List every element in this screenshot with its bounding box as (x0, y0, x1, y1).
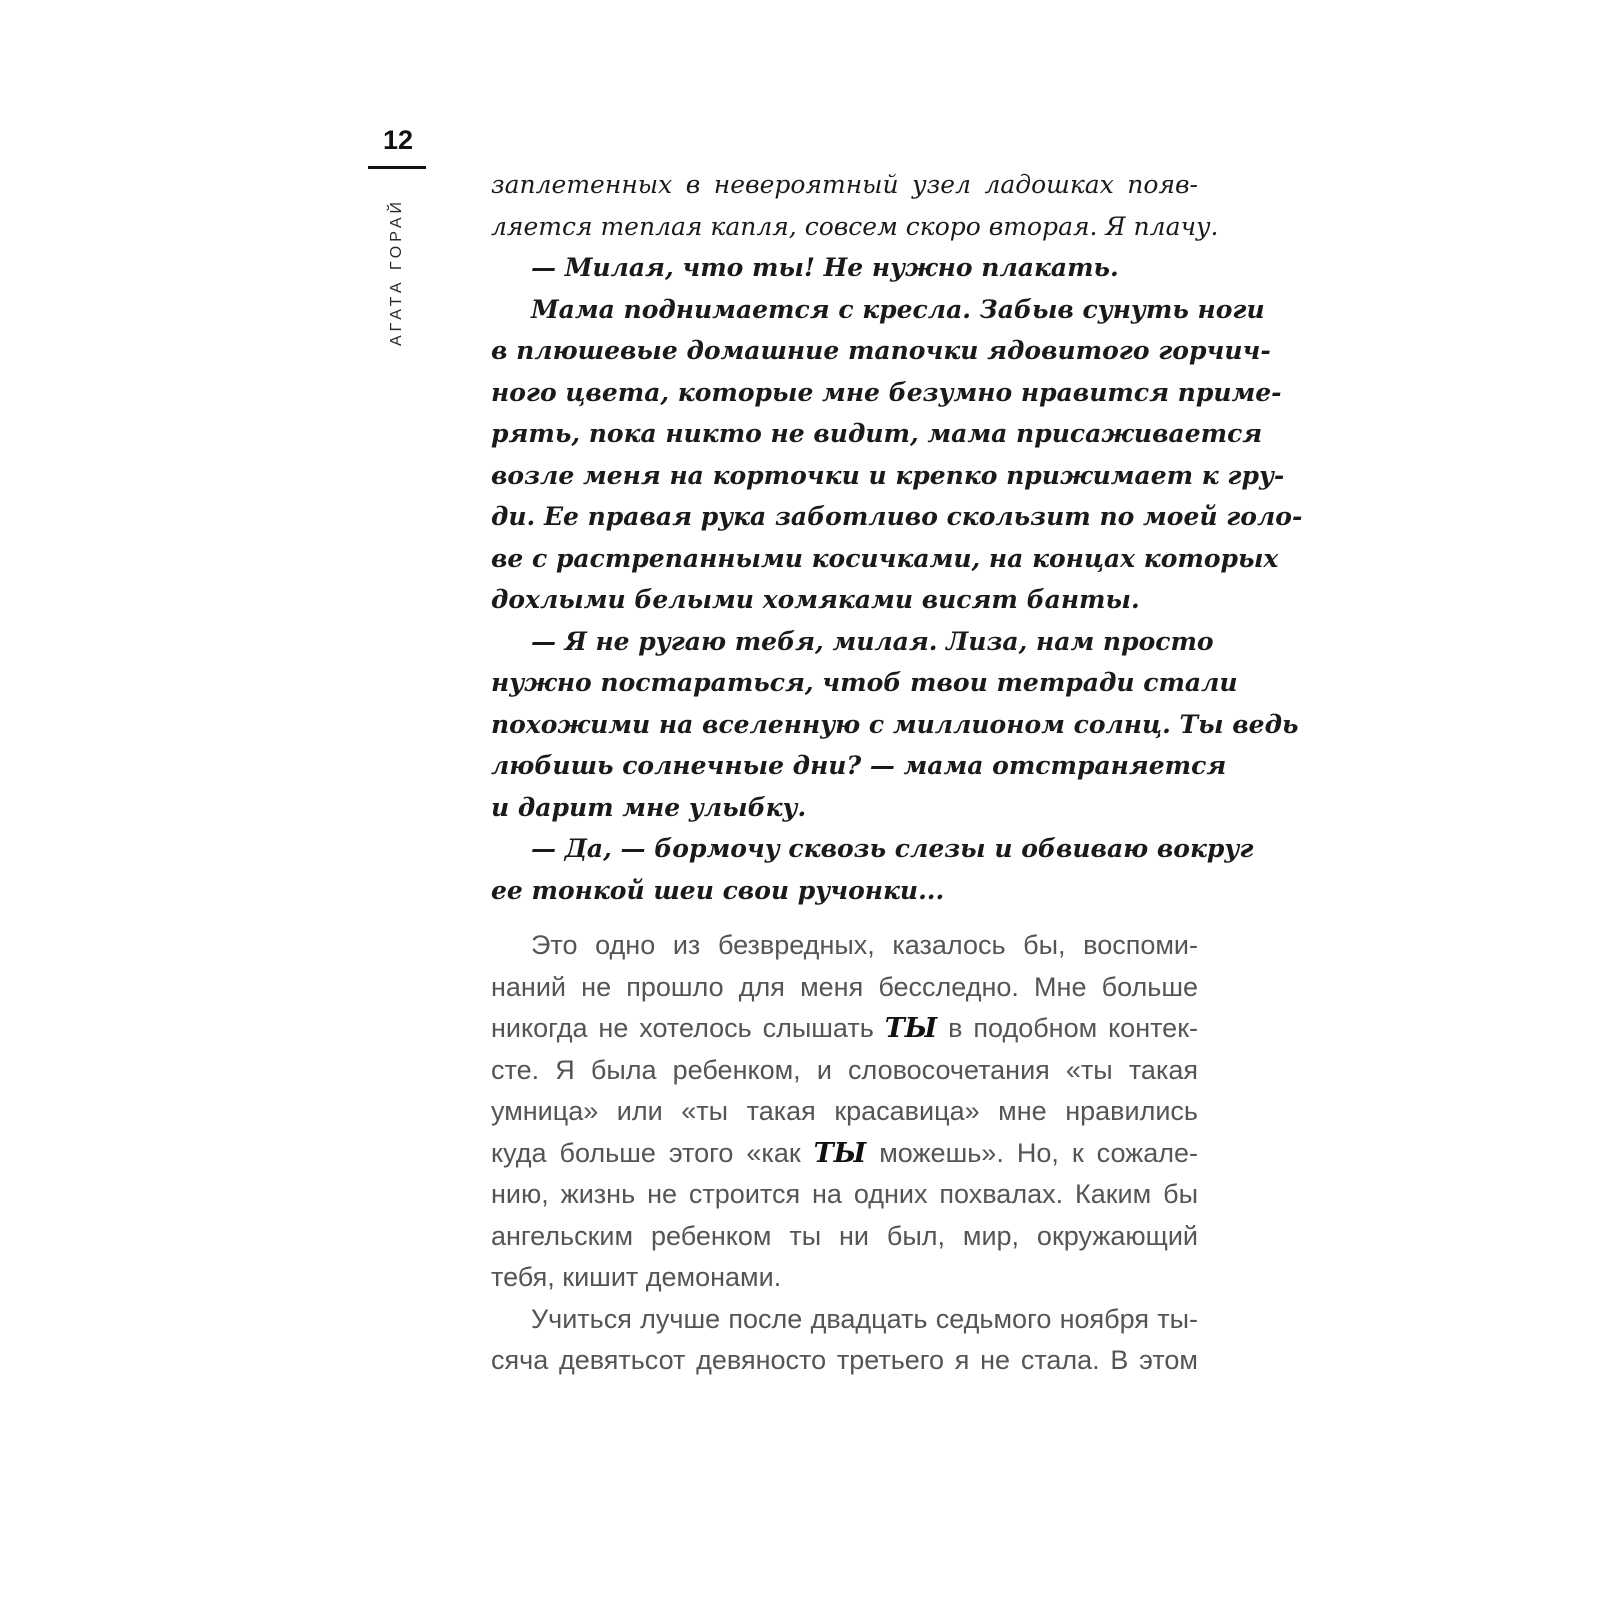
text-line: ляется теплая капля, совсем скоро вторая. Я плачу. (491, 211, 1219, 241)
body-line (491, 1133, 1198, 1175)
body-line: тебя, кишит демонами. (491, 1262, 782, 1292)
dialogue-line: — Я не ругаю тебя, милая. Лиза, нам просто (531, 626, 1214, 656)
body-text: куда больше этого «как (491, 1137, 814, 1168)
body-line: наний не прошло для меня бесследно. Мне больше (491, 971, 1198, 1002)
text-line: ди. Ее правая рука заботливо скользит по моей голо- (491, 502, 1303, 531)
text-line: любишь солнечные дни? — мама отстраняется (491, 751, 1227, 780)
body-line: Учиться лучше после двадцать седьмого ноября ты- (531, 1303, 1198, 1334)
text-line: ее тонкой шеи свои ручонки... (491, 875, 945, 905)
page-number: 12 (382, 125, 414, 155)
text-line: ного цвета, которые мне безумно нравится приме- (491, 377, 1282, 407)
body-passage (491, 925, 1198, 1382)
text-line: заплетенных в невероятный узел ладошках появ- (491, 170, 1198, 199)
running-head-author: АГАТА ГОРАЙ (388, 197, 405, 347)
body-line: сте. Я была ребенком, и словосочетания «ты такая (491, 1054, 1198, 1085)
body-line: сяча девятьсот девяносто третьего я не стала. В этом (491, 1345, 1198, 1375)
header-rule (368, 166, 426, 169)
body-line: ангельским ребенком ты ни был, мир, окружающий (491, 1220, 1198, 1251)
text-line: Мама поднимается с кресла. Забыв сунуть ноги (531, 294, 1265, 324)
dialogue-line: — Да, — бормочу сквозь слезы и обвиваю вокруг (531, 834, 1254, 863)
text-line: нужно постараться, чтоб твои тетради стали (491, 668, 1238, 697)
dialogue-line: — Милая, что ты! Не нужно плакать. (531, 253, 1119, 282)
body-line: Это одно из безвредных, казалось бы, воспоми- (531, 930, 1198, 960)
italic-passage (491, 164, 1303, 911)
body-line (491, 1008, 1198, 1050)
text-line: похожими на вселенную с миллионом солнц. Ты ведь (491, 709, 1299, 739)
body-text: в подобном контек- (937, 1013, 1198, 1043)
body-text: можешь». Но, к сожале- (866, 1137, 1198, 1168)
text-line: возле меня на корточки и крепко прижимает к гру- (491, 460, 1285, 490)
text-line: рять, пока никто не видит, мама присаживается (491, 419, 1263, 448)
text-line: дохлыми белыми хомяками висят банты. (491, 585, 1140, 614)
text-line: в плюшевые домашние тапочки ядовитого горчич- (491, 336, 1271, 365)
body-text: никогда не хотелось слышать (491, 1013, 885, 1043)
body-line: нию, жизнь не строится на одних похвалах. Каким бы (491, 1179, 1198, 1209)
emphasis-you: ТЫ (884, 1013, 938, 1044)
text-line: и дарит мне улыбку. (491, 792, 807, 822)
body-line: умница» или «ты такая красавица» мне нравились (491, 1096, 1198, 1126)
text-line: ве с растрепанными косичками, на концах которых (491, 543, 1279, 573)
emphasis-you: ТЫ (813, 1137, 867, 1169)
